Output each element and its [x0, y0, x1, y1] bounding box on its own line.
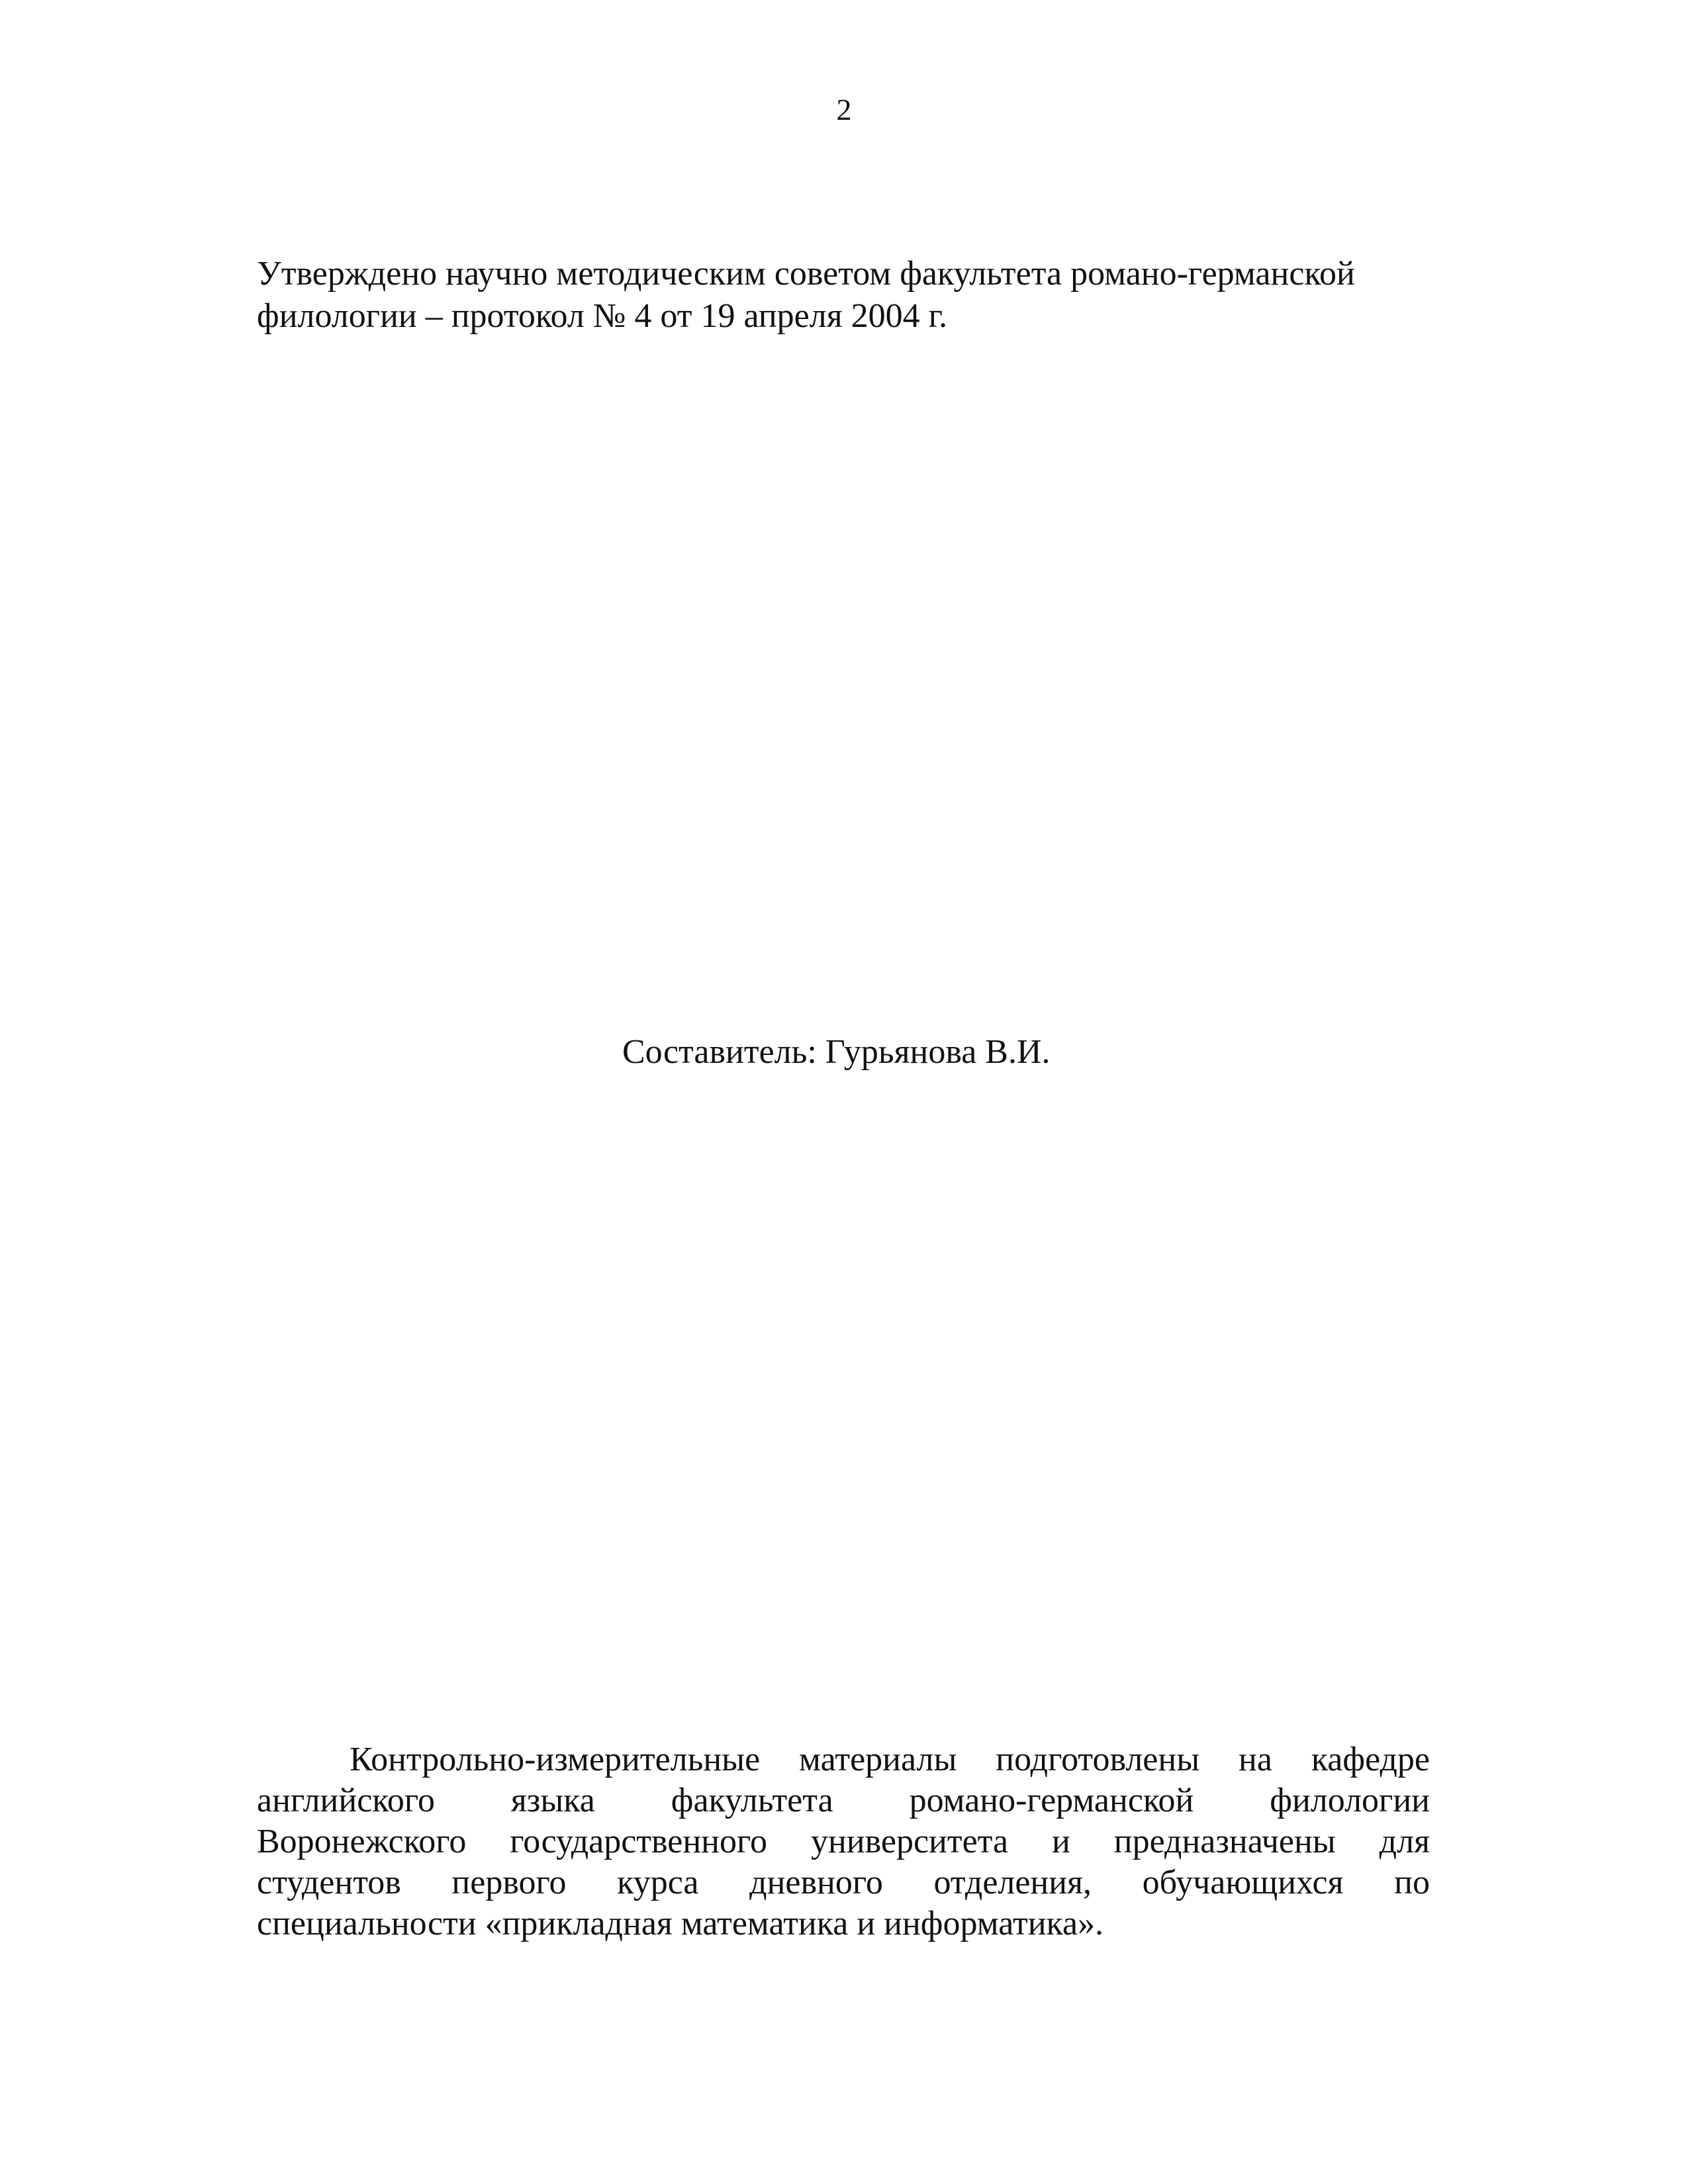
description-line: Контрольно-измерительные материалы подготовлены на кафедре: [350, 1741, 1430, 1778]
page-number: 2: [836, 93, 852, 126]
compiler-credit: Составитель: Гурьянова В.И.: [622, 1033, 1051, 1071]
approval-line: филологии – протокол № 4 от 19 апреля 2004 г.: [257, 297, 948, 335]
description-line: специальности «прикладная математика и информатика».: [257, 1905, 1104, 1942]
description-line: студентов первого курса дневного отделения, обучающихся по: [257, 1864, 1430, 1901]
description-line: Воронежского государственного университета и предназначены для: [257, 1823, 1430, 1860]
description-line: английского языка факультета романо-германской филологии: [257, 1782, 1430, 1819]
approval-line: Утверждено научно методическим советом факультета романо-германской: [257, 255, 1355, 293]
approval-note: [257, 253, 1435, 338]
description-paragraph: [257, 1739, 1430, 1944]
